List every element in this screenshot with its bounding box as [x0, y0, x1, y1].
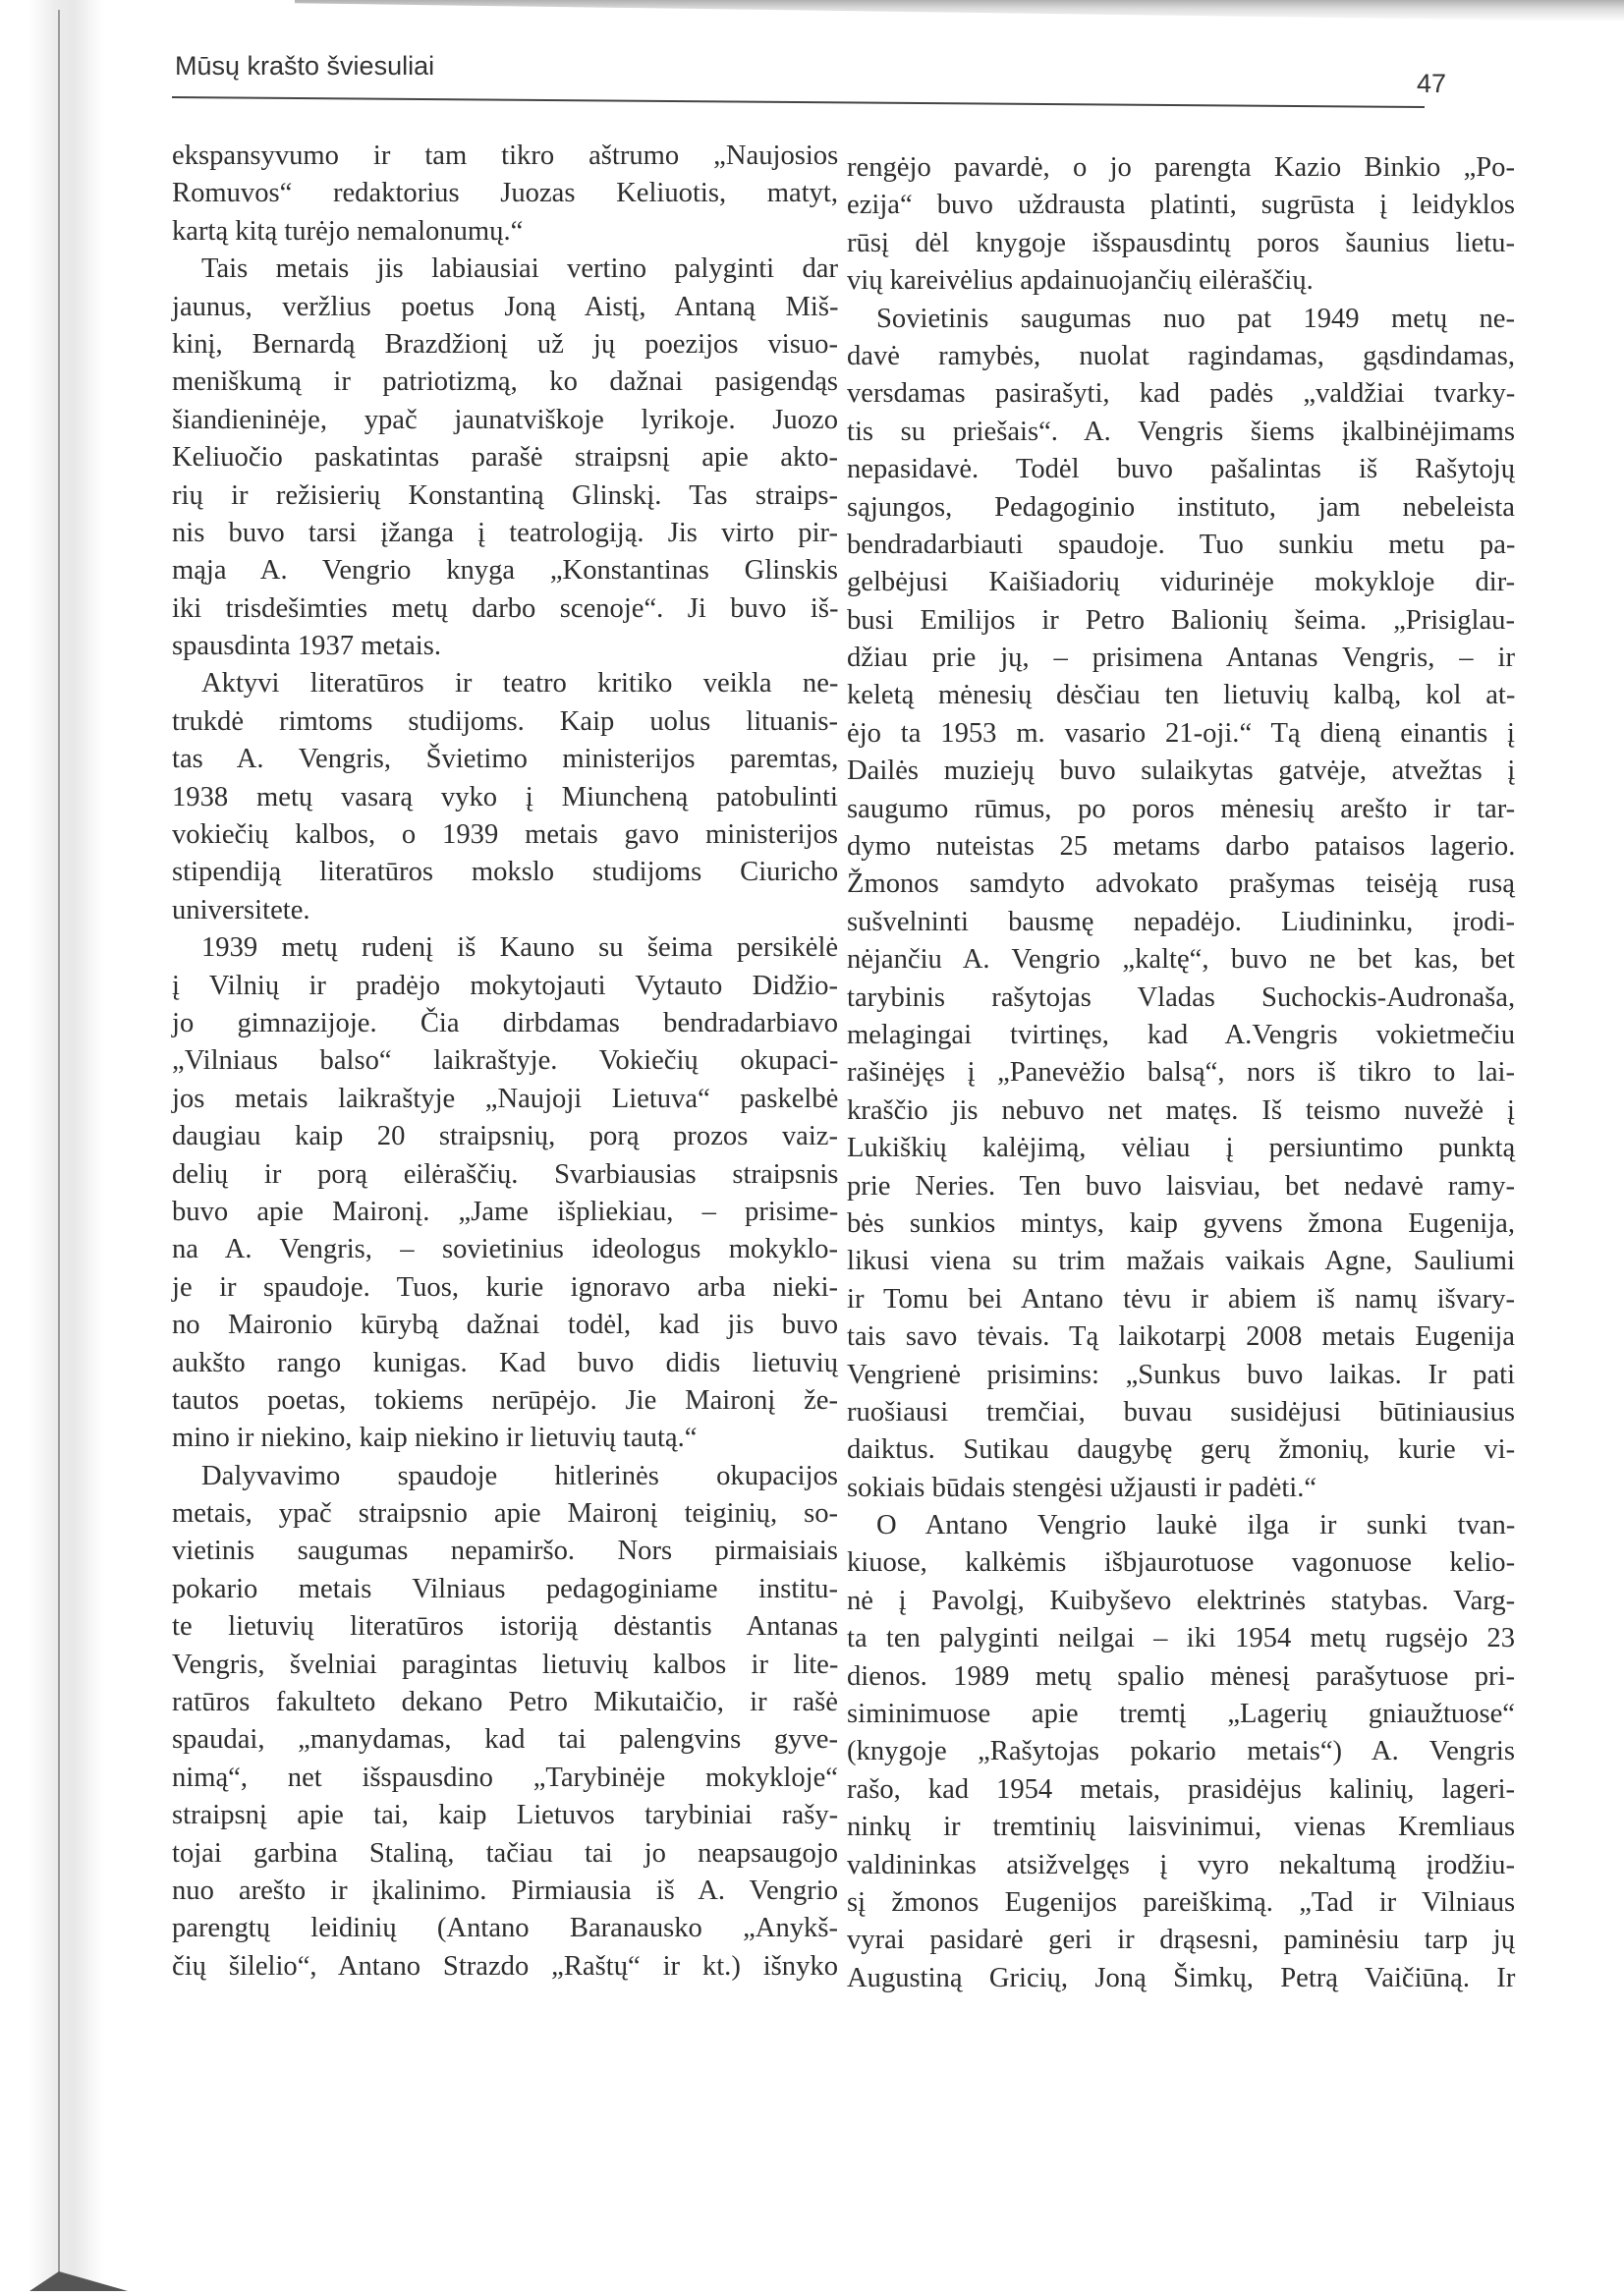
text-line: Aktyvi literatūros ir teatro kritiko veikla ne- [201, 668, 839, 700]
text-line: Lukiškių kalėjimą, vėliau į persiuntimo punktą [847, 1133, 1516, 1164]
text-line: na A. Vengris, – sovietinius ideologus mokyklo- [172, 1234, 838, 1265]
text-line: jaunus, veržlius poetus Joną Aistį, Antaną Miš- [172, 291, 839, 322]
text-line: busi Emilijos ir Petro Balionių šeima. „Prisiglau- [847, 604, 1515, 636]
text-line: ratūros fakulteto dekano Petro Mikutaičio, ir rašė [172, 1687, 838, 1718]
text-line: meniškumą ir patriotizmą, ko dažnai pasigendąs [172, 366, 839, 398]
text-line: (knygoje „Rašytojas pokario metais“) A. Vengris [847, 1736, 1515, 1767]
text-line: vių kareivėlius apdainuojančių eilėraščių. [847, 265, 1314, 297]
page-number: 47 [1417, 69, 1447, 98]
text-line: ezija“ buvo uždrausta platinti, sugrūsta į leidyklos [847, 190, 1515, 221]
text-line: tojai garbina Staliną, tačiau tai jo neapsaugojo [172, 1837, 839, 1869]
text-line: nėjančiu A. Vengrio „kaltę“, buvo ne bet kas, bet [847, 944, 1515, 976]
text-line: ir Tomu bei Antano tėvu ir abiem iš namų išvary- [847, 1283, 1515, 1315]
text-line: sokiais būdais stengėsi užjausti ir padėti.“ [847, 1472, 1317, 1503]
text-line: keletą mėnesių dėsčiau ten lietuvių kalbą, kol at- [847, 680, 1516, 711]
text-line: rių ir režisierių Konstantiną Glinskį. Tas straips- [172, 479, 838, 511]
text-line: kinį, Bernardą Brazdžionį už jų poezijos visuo- [172, 328, 838, 360]
text-line: rengėjo pavardė, o jo parengta Kazio Binkio „Po- [847, 152, 1515, 183]
text-line: vokiečių kalbos, o 1939 metais gavo ministerijos [172, 819, 838, 851]
running-title: Mūsų krašto šviesuliai [175, 51, 435, 81]
text-line: sį žmonos Eugenijos pareiškimą. „Tad ir Vilniaus [847, 1886, 1516, 1918]
text-line: no Maironio kūrybą dažnai todėl, kad jis buvo [172, 1310, 838, 1341]
text-line: tarybinis rašytojas Vladas Suchockis-Audronaša, [847, 981, 1516, 1013]
text-line: stipendiją literatūros mokslo studijoms Ciuricho [172, 857, 839, 888]
text-line: vietinis saugumas nepamiršo. Nors pirmaisiais [172, 1536, 838, 1567]
text-line: 1939 metų rudenį iš Kauno su šeima persikėlė [201, 932, 839, 964]
text-line: Keliuočio paskatintas parašė straipsnį apie akto- [172, 442, 838, 474]
text-line: likusi viena su trim mažais vaikais Agne, Sauliumi [847, 1246, 1515, 1277]
text-line: valdininkas atsižvelgęs į vyro nekaltumą įrodžiu- [847, 1849, 1515, 1880]
text-line: parengtų leidinių (Antano Baranausko „Anykš- [172, 1913, 838, 1944]
text-line: nis buvo tarsi įžanga į teatrologiją. Jis virto pir- [172, 517, 838, 548]
text-line: 1938 metų vasarą vyko į Miuncheną patobulinti [172, 781, 838, 812]
text-line: ruošiausi tremčiai, buvau susidėjusi būtiniausius [847, 1396, 1515, 1428]
text-line: Žmonos samdyto advokato prašymas teisėją rusą [847, 868, 1515, 900]
left-column [172, 138, 838, 1986]
scan-binding-shadow [29, 0, 103, 2289]
text-line: je ir spaudoje. Tuos, kurie ignoravo arba nieki- [172, 1271, 839, 1303]
text-line: delių ir porą eilėraščių. Svarbiausias straipsnis [172, 1158, 839, 1190]
text-line: Romuvos“ redaktorius Juozas Keliuotis, matyt, [172, 178, 839, 209]
text-line: saugumo rūmus, po poros mėnesių arešto ir tar- [847, 793, 1516, 824]
text-line: O Antano Vengrio laukė ilga ir sunki tvan- [876, 1510, 1516, 1541]
text-line: spaudai, „manydamas, kad tai palengvins gyve- [172, 1724, 838, 1756]
text-line: Tais metais jis labiausiai vertino palyginti dar [201, 253, 838, 285]
text-line: trukdė rimtoms studijoms. Kaip uolus lituanis- [172, 705, 838, 737]
text-line: ekspansyvumo ir tam tikro aštrumo „Naujosios [172, 140, 839, 171]
text-line: metais, ypač straipsnio apie Maironį teiginių, so- [172, 1498, 839, 1530]
text-line: tas A. Vengris, Švietimo ministerijos paremtas, [172, 744, 839, 775]
text-line: kiuose, kalkėmis išbjaurotuose vagonuose kelio- [847, 1547, 1516, 1579]
text-line: „Vilniaus balso“ laikraštyje. Vokiečių okupaci- [172, 1045, 839, 1077]
text-line: Sovietinis saugumas nuo pat 1949 metų ne- [876, 303, 1515, 334]
text-line: Vengris, švelniai paragintas lietuvių kalbos ir lite- [172, 1649, 839, 1680]
text-line: melagingai tvirtinęs, kad A.Vengris vokietmečiu [847, 1019, 1515, 1050]
text-line: buvo apie Maironį. „Jame išpliekiau, – prisime- [172, 1196, 839, 1227]
text-line: nė į Pavolgį, Kuibyševo elektrinės statybas. Varg- [847, 1585, 1516, 1616]
text-line: Vengrienė prisimins: „Sunkus buvo laikas. Ir pati [847, 1359, 1516, 1390]
text-line: sąjungos, Pedagoginio instituto, jam nebeleista [847, 491, 1515, 523]
text-line: rašo, kad 1954 metais, prasidėjus kalinių, lageri- [847, 1773, 1516, 1805]
text-line: sušvelninti bausmę nepadėjo. Liudininku, įrodi- [847, 906, 1515, 937]
text-line: daugiau kaip 20 straipsnių, porą prozos vaiz- [172, 1121, 838, 1152]
scan-page-edge-line [58, 10, 60, 2281]
header-rule [172, 96, 1425, 108]
scan-top-edge-shadow [295, 0, 1624, 22]
text-line: kartą kitą turėjo nemalonumų.“ [172, 215, 524, 247]
text-line: tais savo tėvais. Tą laikotarpį 2008 metais Eugenija [847, 1321, 1515, 1353]
text-line: rašinėjęs į „Panevėžio balsą“, nors iš tikro to lai- [847, 1057, 1515, 1089]
text-line: davė ramybės, nuolat ragindamas, gąsdindamas, [847, 340, 1515, 371]
text-line: Augustiną Gricių, Joną Šimkų, Petrą Vaičiūną. Ir [847, 1962, 1516, 1993]
text-line: daiktus. Sutikau daugybę gerų žmonių, kurie vi- [847, 1434, 1516, 1466]
text-line: dienos. 1989 metų spalio mėnesį parašytuose pri- [847, 1660, 1515, 1692]
text-line: prie Neries. Ten buvo laisviau, bet nedavė ramy- [847, 1170, 1515, 1202]
text-line: nuo arešto ir įkalinimo. Pirmiausia iš A. Vengrio [172, 1875, 839, 1906]
text-line: ninkų ir tremtinių laisvinimui, vienas Kremliaus [847, 1812, 1516, 1843]
text-line: džiau prie jų, – prisimena Antanas Vengris, – ir [847, 643, 1515, 674]
text-line: šiandieninėje, ypač jaunatviškoje lyrikoje. Juozo [172, 404, 838, 435]
text-line: dymo nuteistas 25 metams darbo pataisos lagerio. [847, 831, 1516, 863]
text-line: mąja A. Vengrio knyga „Konstantinas Glinskis [172, 555, 838, 587]
text-line: ta ten palyginti neilgai – iki 1954 metų rugsėjo 23 [847, 1623, 1515, 1654]
text-line: ėjo ta 1953 m. vasario 21-oji.“ Tą dieną einantis į [847, 717, 1515, 749]
text-line: iki trisdešimties metų darbo scenoje“. Ji buvo iš- [172, 592, 839, 624]
right-column [847, 149, 1515, 1997]
text-line: spausdinta 1937 metais. [172, 631, 441, 662]
text-line: jos metais laikraštyje „Naujoji Lietuva“ paskelbė [172, 1083, 839, 1114]
text-line: nimą“, net išspausdino „Tarybinėje mokykloje“ [172, 1762, 838, 1793]
text-line: vyrai pasidarė geri ir drąsesni, paminėsiu tarp jų [847, 1925, 1516, 1956]
text-line: straipsnį apie tai, kaip Lietuvos tarybiniai rašy- [172, 1800, 839, 1831]
text-line: aukšto rango kunigas. Kad buvo didis lietuvių [172, 1347, 838, 1378]
text-line: Dailės muziejų buvo sulaikytas gatvėje, atvežtas į [847, 756, 1516, 787]
text-line: rūsį dėl knygoje išspausdintų poros šaunius lietu- [847, 227, 1515, 258]
text-line: bės sunkios mintys, kaip gyvens žmona Eugenija, [847, 1207, 1515, 1239]
text-line: bendradarbiauti spaudoje. Tuo sunkiu metu pa- [847, 529, 1516, 560]
text-line: siminimuose apie tremtį „Lagerių gniaužtuose“ [847, 1699, 1515, 1730]
text-line: tis su priešais“. A. Vengris šiems įkalbinėjimams [847, 416, 1516, 447]
text-line: te lietuvių literatūros istoriją dėstantis Antanas [172, 1611, 839, 1643]
text-line: nepasidavė. Todėl buvo pašalintas iš Rašytojų [847, 454, 1515, 485]
text-line: Dalyvavimo spaudoje hitlerinės okupacijos [201, 1460, 838, 1491]
text-line: čių šilelio“, Antano Strazdo „Raštų“ ir kt.) išnyko [172, 1950, 838, 1982]
text-line: gelbėjusi Kaišiadorių vidurinėje mokykloje dir- [847, 567, 1516, 598]
text-line: universitete. [172, 894, 310, 925]
text-line: kraščio jis nebuvo net matęs. Iš teismo nuvežė į [847, 1094, 1515, 1126]
text-line: tautos poetas, tokiems nerūpėjo. Jie Maironį že- [172, 1384, 838, 1416]
text-line: į Vilnių ir pradėjo mokytojauti Vytauto Didžio- [172, 970, 838, 1001]
text-line: mino ir niekino, kaip niekino ir lietuvių tautą.“ [172, 1423, 698, 1454]
text-line: jo gimnazijoje. Čia dirbdamas bendradarbiavo [172, 1007, 838, 1038]
text-line: versdamas pasirašyti, kad padės „valdžiai tvarky- [847, 378, 1516, 410]
text-line: pokario metais Vilniaus pedagoginiame institu- [172, 1573, 838, 1604]
